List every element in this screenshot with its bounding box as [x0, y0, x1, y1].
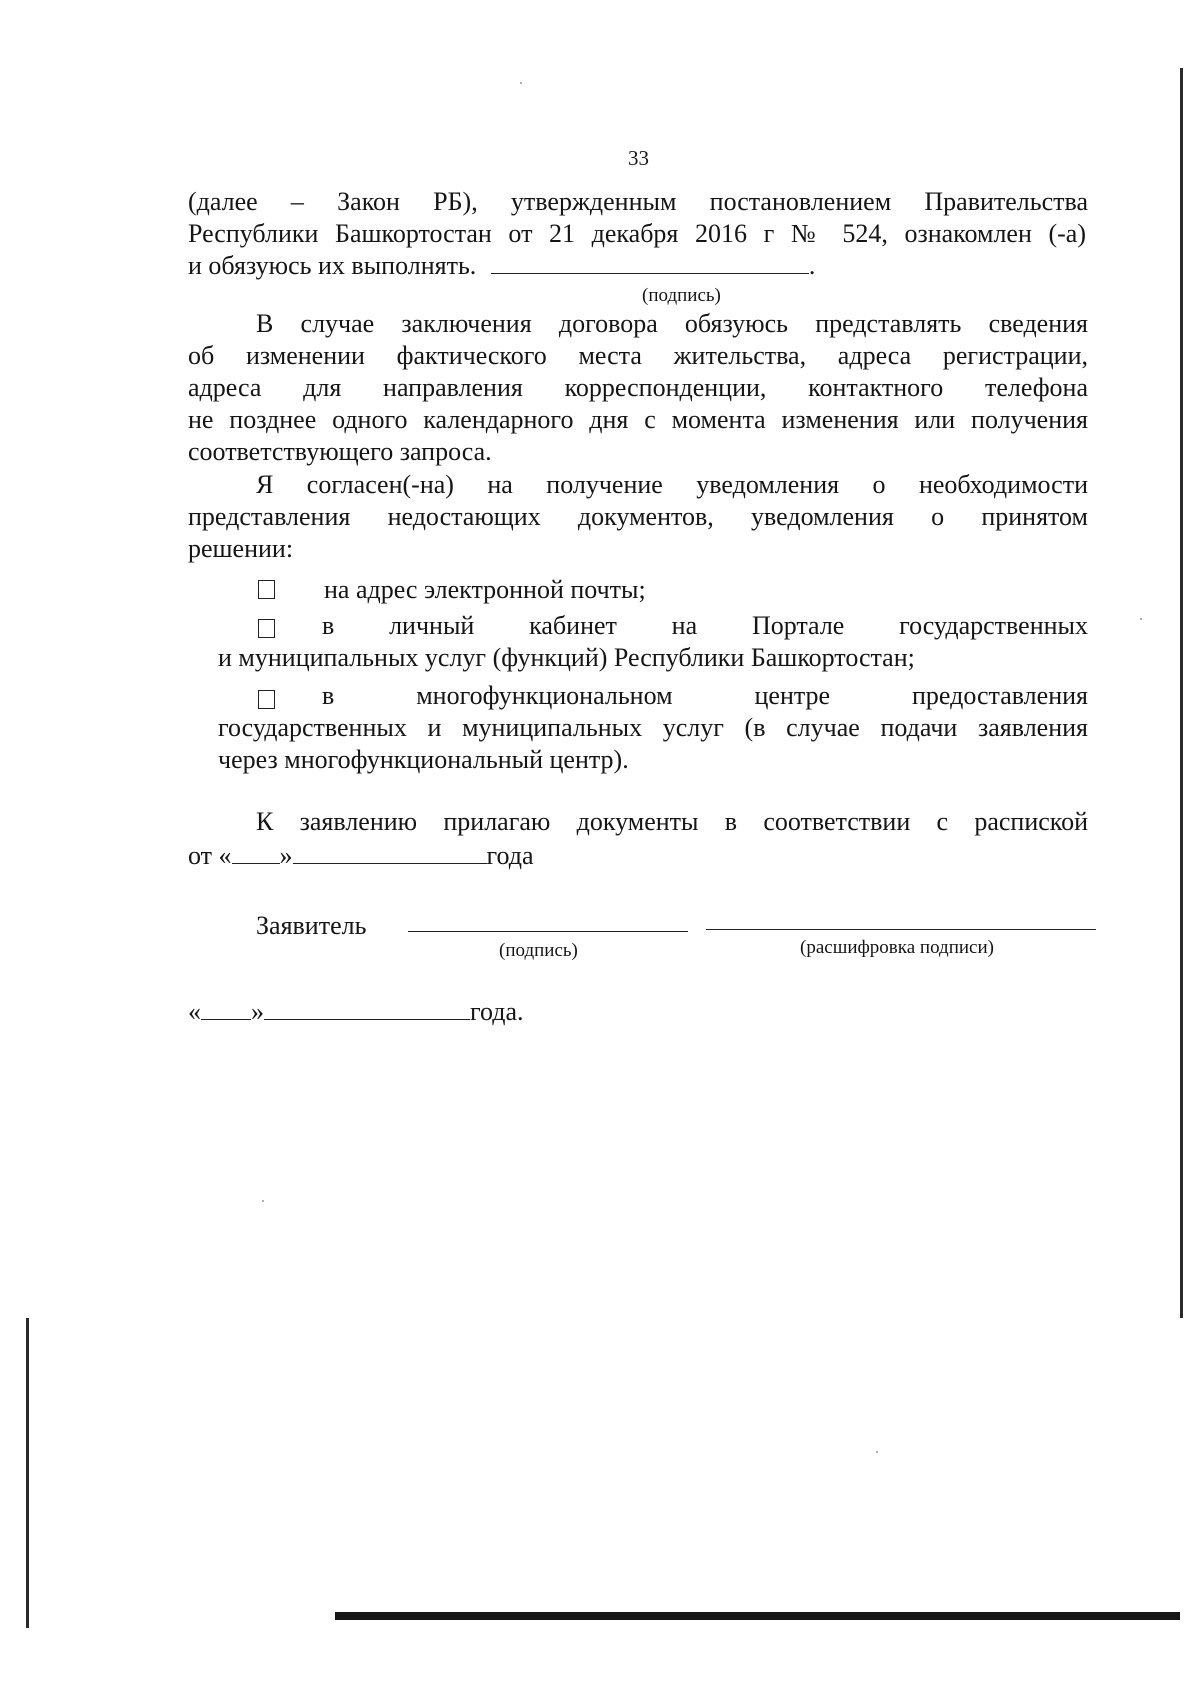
scan-edge-right	[1180, 68, 1183, 1318]
email-option-checkbox[interactable]	[258, 580, 275, 599]
consent-signature-caption: (подпись)	[642, 285, 721, 306]
notification-line-1: Я согласен(-на) на получение уведомления о необходимости	[256, 470, 1088, 499]
obligation-line-3: адреса для направления корреспонденции, контактного телефона	[188, 373, 1088, 402]
portal-option-checkbox[interactable]	[258, 619, 275, 638]
mfc-option-line-3: через многофункциональный центр).	[218, 745, 629, 774]
consent-signature-field[interactable]	[491, 253, 809, 274]
obligation-line-4: не позднее одного календарного дня с момента изменения или получения	[188, 405, 1088, 434]
email-option-label: на адрес электронной почты;	[324, 575, 646, 604]
scan-speck	[1140, 618, 1142, 620]
date-suffix: года.	[470, 997, 524, 1026]
scan-edge-left	[26, 1318, 29, 1628]
date-day-field[interactable]	[201, 999, 251, 1020]
date-close-quote: »	[251, 997, 264, 1026]
applicant-signature-caption: (подпись)	[499, 940, 578, 961]
attachment-line-2	[188, 840, 534, 872]
attachment-mid: »	[279, 841, 293, 870]
applicant-signature-line[interactable]	[408, 931, 688, 932]
applicant-name-caption: (расшифровка подписи)	[800, 937, 994, 958]
page-number: 33	[628, 146, 649, 170]
date-month-field[interactable]	[264, 999, 470, 1020]
consent-end-mark: .	[808, 251, 816, 280]
scan-speck	[262, 1200, 264, 1202]
applicant-label: Заявитель	[256, 911, 367, 940]
portal-option-line-1: в личный кабинет на Портале государственных	[322, 611, 1088, 640]
attachment-month-field[interactable]	[293, 843, 487, 864]
consent-line-3	[188, 250, 815, 282]
consent-line-2: Республики Башкортостан от 21 декабря 2016 г № 524, ознакомлен (-а)	[188, 219, 1086, 248]
notification-line-2: представления недостающих документов, уведомления о принятом	[188, 502, 1088, 531]
scan-speck	[520, 82, 522, 84]
mfc-option-line-1: в многофункциональном центре предоставления	[322, 681, 1088, 710]
scan-edge-bottom	[335, 1612, 1180, 1620]
portal-option-line-2: и муниципальных услуг (функций) Республики Башкортостан;	[218, 643, 915, 672]
date-line	[188, 996, 524, 1028]
applicant-name-line[interactable]	[706, 929, 1096, 930]
mfc-option-checkbox[interactable]	[258, 690, 275, 709]
attachment-prefix: от «	[188, 841, 232, 870]
consent-line-3-text: и обязуюсь их выполнять.	[188, 251, 477, 280]
mfc-option-line-2: государственных и муниципальных услуг (в случае подачи заявления	[218, 713, 1088, 742]
attachment-day-field[interactable]	[232, 843, 280, 864]
scan-speck	[876, 1451, 878, 1453]
consent-line-1: (далее – Закон РБ), утвержденным постановлением Правительства	[188, 187, 1088, 216]
attachment-suffix: года	[486, 841, 534, 870]
obligation-line-5: соответствующего запроса.	[188, 437, 492, 466]
attachment-line-1: К заявлению прилагаю документы в соответствии с распиской	[256, 807, 1088, 836]
date-open-quote: «	[188, 997, 201, 1026]
obligation-line-1: В случае заключения договора обязуюсь представлять сведения	[256, 309, 1088, 338]
notification-line-3: решении:	[188, 534, 294, 563]
obligation-line-2: об изменении фактического места жительства, адреса регистрации,	[188, 341, 1088, 370]
